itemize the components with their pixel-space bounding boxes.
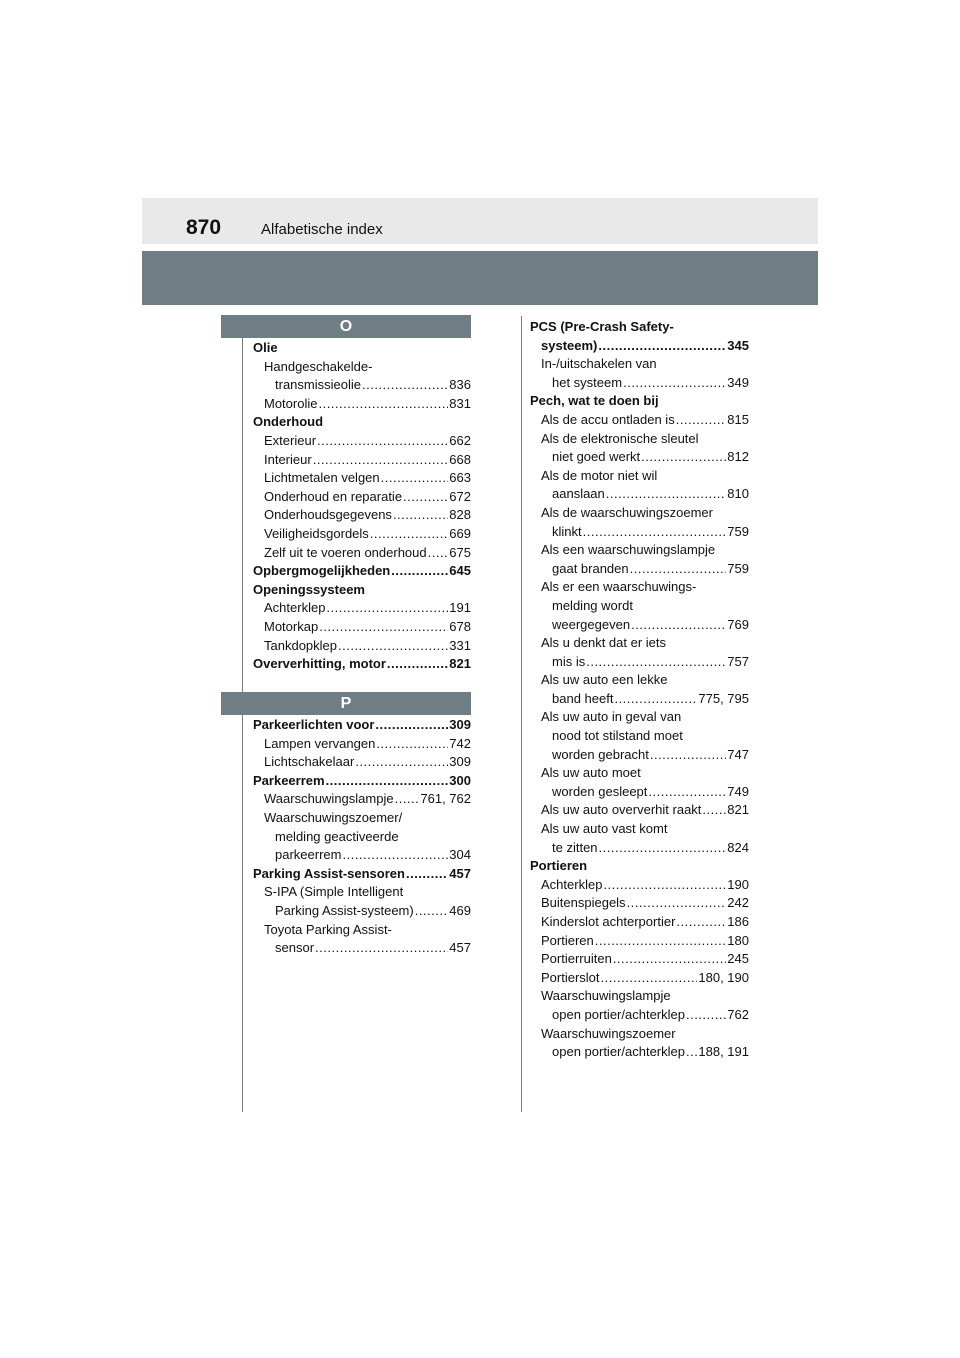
entry-text: niet goed werkt — [552, 449, 641, 465]
index-entry — [530, 708, 749, 727]
dot-leader — [406, 865, 448, 884]
dot-leader — [586, 653, 726, 672]
entry-text: PCS (Pre-Crash Safety- — [530, 319, 674, 334]
index-entry — [253, 772, 471, 791]
dot-leader — [599, 839, 727, 858]
entry-text: Handgeschakelde- — [264, 358, 373, 374]
dot-leader — [342, 846, 448, 865]
entry-page-ref[interactable]: 678 — [449, 618, 471, 634]
entry-text: Veiligheidsgordels — [264, 525, 369, 541]
entry-text: open portier/achterklep — [552, 1044, 685, 1060]
dot-leader — [702, 801, 726, 820]
dot-leader — [650, 746, 726, 765]
entry-text: Als de accu ontladen is — [541, 411, 675, 427]
entry-text: Achterklep — [541, 876, 603, 892]
entry-page-ref[interactable]: 469 — [449, 902, 471, 918]
index-entry — [530, 355, 749, 374]
left-column-rule — [242, 338, 243, 1112]
entry-text: Onderhoudsgegevens — [264, 507, 392, 523]
entry-text: worden gesleept — [552, 783, 648, 799]
index-entry — [253, 753, 471, 772]
index-entry — [530, 392, 749, 411]
entry-text: Kinderslot achterportier — [541, 914, 676, 929]
index-entry — [253, 358, 471, 377]
index-entry — [530, 839, 749, 858]
entry-page-ref[interactable]: 759 — [727, 523, 749, 539]
entry-text: Parking Assist-systeem) — [275, 902, 414, 918]
entry-text: Exterieur — [264, 432, 317, 448]
index-entry — [530, 913, 749, 932]
index-entry — [530, 820, 749, 839]
entry-text: In-/uitschakelen van — [541, 356, 657, 372]
index-entry — [253, 902, 471, 921]
entry-text: Lichtschakelaar — [264, 754, 355, 770]
index-entry — [530, 374, 749, 393]
entry-text: Parkeerlichten voor — [253, 717, 375, 732]
entry-text: weergegeven — [552, 616, 631, 632]
index-entry — [253, 395, 471, 414]
index-entry — [253, 525, 471, 544]
entry-page-ref[interactable]: 668 — [449, 451, 471, 467]
entry-text: open portier/achterklep — [552, 1006, 685, 1022]
dot-leader — [603, 876, 726, 895]
entry-text: Olie — [253, 340, 278, 355]
index-entry — [530, 485, 749, 504]
entry-page-ref[interactable]: 663 — [449, 470, 471, 486]
dot-leader — [428, 544, 449, 563]
dot-leader — [317, 432, 448, 451]
entry-page-ref[interactable]: 812 — [727, 449, 749, 465]
entry-page-ref[interactable]: 742 — [449, 735, 471, 751]
page-number: 870 — [186, 216, 222, 239]
index-entry — [530, 746, 749, 765]
index-entry — [530, 616, 749, 635]
entry-page-ref[interactable]: 180 — [727, 932, 749, 948]
index-entry — [530, 764, 749, 783]
entry-page-ref[interactable]: 188, 191 — [698, 1044, 749, 1060]
index-entry — [253, 809, 471, 828]
index-entry — [253, 432, 471, 451]
entry-text: Waarschuwingszoemer/ — [264, 809, 403, 825]
index-entry — [530, 1043, 749, 1062]
entry-text: te zitten — [552, 839, 598, 855]
index-entry — [253, 599, 471, 618]
index-entry — [253, 451, 471, 470]
dot-leader — [601, 969, 698, 988]
index-entry — [530, 894, 749, 913]
dot-leader — [370, 525, 449, 544]
index-entry — [253, 716, 471, 735]
entry-text: band heeft — [552, 690, 614, 706]
entry-page-ref[interactable]: 349 — [727, 374, 749, 390]
entry-text: Waarschuwingszoemer — [541, 1025, 676, 1041]
index-entry — [530, 950, 749, 969]
entry-text: transmissieolie — [275, 377, 361, 393]
index-entry — [530, 411, 749, 430]
entry-page-ref[interactable]: 457 — [449, 865, 471, 881]
index-entry — [253, 618, 471, 637]
entry-page-ref[interactable]: 831 — [449, 395, 471, 411]
entry-text: Als er een waarschuwings- — [541, 579, 697, 595]
entry-page-ref[interactable]: 828 — [449, 507, 471, 523]
entry-text: Zelf uit te voeren onderhoud — [264, 544, 427, 560]
index-section-p — [253, 716, 471, 958]
entry-text: Als uw auto een lekke — [541, 672, 668, 688]
index-entry — [530, 671, 749, 690]
header-bar — [142, 198, 818, 244]
index-entry — [253, 735, 471, 754]
index-entry — [253, 562, 471, 581]
entry-text: S-IPA (Simple Intelligent — [264, 884, 404, 900]
entry-text: melding geactiveerde — [275, 828, 399, 844]
entry-text: Portieren — [541, 932, 594, 948]
entry-page-ref[interactable]: 747 — [727, 746, 749, 762]
index-entry — [530, 634, 749, 653]
index-entry — [253, 544, 471, 563]
index-entry — [530, 578, 749, 597]
entry-page-ref[interactable]: 309 — [449, 717, 471, 732]
index-entry — [530, 541, 749, 560]
dot-leader — [387, 655, 448, 674]
dot-leader — [393, 506, 448, 525]
index-entry — [530, 448, 749, 467]
dot-leader — [391, 562, 448, 581]
entry-text: Oververhitting, motor — [253, 656, 386, 672]
index-entry — [253, 865, 471, 884]
dot-leader — [614, 690, 697, 709]
entry-text: Portierslot — [541, 969, 600, 985]
entry-text: Lichtmetalen velgen — [264, 470, 380, 486]
dot-leader — [381, 469, 449, 488]
dot-leader — [648, 783, 726, 802]
entry-page-ref[interactable]: 300 — [449, 772, 471, 788]
index-entry — [530, 727, 749, 746]
entry-text: het systeem — [552, 374, 623, 390]
dot-leader — [676, 913, 726, 932]
entry-page-ref[interactable]: 669 — [449, 525, 471, 541]
entry-text: sensor — [275, 940, 315, 956]
dot-leader — [338, 637, 448, 656]
index-entry — [253, 413, 471, 432]
entry-page-ref[interactable]: 662 — [449, 432, 471, 448]
dot-leader — [630, 560, 727, 579]
section-letter-o: O — [221, 315, 471, 338]
dot-leader — [313, 451, 449, 470]
entry-page-ref[interactable]: 304 — [449, 847, 471, 863]
index-entry — [530, 430, 749, 449]
index-entry — [530, 690, 749, 709]
index-entry — [253, 488, 471, 507]
entry-page-ref[interactable]: 309 — [449, 754, 471, 770]
index-entry — [530, 969, 749, 988]
index-entry — [253, 939, 471, 958]
index-entry — [253, 581, 471, 600]
entry-text: Als de motor niet wil — [541, 467, 658, 483]
entry-page-ref[interactable]: 191 — [449, 600, 471, 616]
dot-leader — [641, 448, 726, 467]
dot-leader — [326, 599, 448, 618]
entry-text: Als de elektronische sleutel — [541, 430, 699, 446]
index-entry — [530, 857, 749, 876]
index-entry — [530, 783, 749, 802]
entry-text: klinkt — [552, 523, 582, 539]
entry-page-ref[interactable]: 759 — [727, 560, 749, 576]
dot-leader — [395, 790, 420, 809]
entry-page-ref[interactable]: 769 — [727, 616, 749, 632]
entry-text: Als uw auto vast komt — [541, 821, 668, 837]
entry-text: Als u denkt dat er iets — [541, 635, 667, 651]
index-entry — [530, 467, 749, 486]
entry-text: worden gebracht — [552, 746, 649, 762]
index-entry — [253, 376, 471, 395]
index-entry — [530, 504, 749, 523]
entry-text: Portieren — [530, 858, 588, 874]
index-entry — [253, 921, 471, 940]
dot-leader — [686, 1006, 726, 1025]
index-entry — [530, 876, 749, 895]
page-title: Alfabetische index — [261, 221, 383, 238]
index-entry — [530, 653, 749, 672]
entry-text: Onderhoud en reparatie — [264, 488, 403, 504]
dot-leader — [613, 950, 726, 969]
entry-text: Als uw auto in geval van — [541, 709, 682, 725]
entry-text: aanslaan — [552, 486, 605, 502]
entry-text: Onderhoud — [253, 414, 324, 430]
dot-leader — [315, 939, 448, 958]
index-entry — [530, 1025, 749, 1044]
entry-page-ref[interactable]: 180, 190 — [698, 969, 749, 985]
index-right-column — [530, 318, 749, 1062]
entry-text: nood tot stilstand moet — [552, 728, 683, 744]
entry-text: Openingssysteem — [253, 581, 365, 597]
entry-text: Als de waarschuwingszoemer — [541, 504, 713, 520]
dot-leader — [623, 374, 726, 393]
index-entry — [530, 801, 749, 820]
index-entry — [253, 790, 471, 809]
dot-leader — [583, 523, 727, 542]
entry-page-ref[interactable]: 190 — [727, 876, 749, 892]
entry-page-ref[interactable]: 749 — [727, 783, 749, 799]
dot-leader — [631, 616, 726, 635]
entry-text: Opbergmogelijkheden — [253, 563, 391, 579]
index-entry — [530, 597, 749, 616]
entry-page-ref[interactable]: 762 — [727, 1006, 749, 1022]
dot-leader — [686, 1043, 697, 1062]
entry-text: Buitenspiegels — [541, 895, 626, 911]
entry-page-ref[interactable]: 824 — [727, 839, 749, 855]
entry-text: Waarschuwingslampje — [541, 988, 671, 1004]
dot-leader — [606, 485, 727, 504]
dot-leader — [415, 902, 449, 921]
entry-page-ref[interactable]: 672 — [449, 488, 471, 504]
entry-page-ref[interactable]: 186 — [727, 914, 749, 929]
index-entry — [530, 932, 749, 951]
entry-text: Parkeerrem — [253, 772, 325, 788]
dot-leader — [376, 735, 448, 754]
entry-text: Interieur — [264, 451, 312, 467]
entry-text: gaat branden — [552, 560, 629, 576]
index-entry — [530, 1006, 749, 1025]
dot-leader — [595, 932, 727, 951]
entry-page-ref[interactable]: 757 — [727, 653, 749, 669]
header-band — [142, 251, 818, 305]
index-entry — [530, 318, 749, 337]
dot-leader — [403, 488, 448, 507]
dot-leader — [627, 894, 727, 913]
entry-page-ref[interactable]: 815 — [727, 411, 749, 427]
entry-text: Toyota Parking Assist- — [264, 921, 392, 937]
entry-text: systeem) — [541, 337, 598, 353]
entry-text: Motorolie — [264, 395, 318, 411]
entry-page-ref[interactable]: 821 — [727, 802, 749, 818]
section-letter-p: P — [221, 692, 471, 715]
index-entry — [253, 637, 471, 656]
entry-page-ref[interactable]: 821 — [449, 656, 471, 672]
dot-leader — [319, 618, 448, 637]
dot-leader — [362, 376, 448, 395]
entry-text: mis is — [552, 653, 586, 669]
dot-leader — [355, 753, 448, 772]
entry-text: Parking Assist-sensoren — [253, 865, 405, 881]
entry-page-ref[interactable]: 345 — [727, 337, 749, 353]
dot-leader — [676, 411, 727, 430]
index-entry — [253, 339, 471, 358]
entry-text: Als uw auto moet — [541, 765, 641, 781]
entry-text: Tankdopklep — [264, 637, 337, 653]
entry-page-ref[interactable]: 810 — [727, 486, 749, 502]
index-section-o — [253, 339, 471, 674]
entry-page-ref[interactable]: 242 — [727, 895, 749, 911]
entry-text: Lampen vervangen — [264, 735, 376, 751]
entry-text: Portierruiten — [541, 951, 612, 967]
entry-text: Motorkap — [264, 618, 319, 634]
entry-page-ref[interactable]: 645 — [449, 563, 471, 579]
entry-page-ref[interactable]: 836 — [449, 377, 471, 393]
entry-text: Als een waarschuwingslampje — [541, 542, 716, 558]
entry-page-ref[interactable]: 245 — [727, 951, 749, 967]
entry-text: Pech, wat te doen bij — [530, 393, 659, 409]
entry-page-ref[interactable]: 331 — [449, 637, 471, 653]
entry-page-ref[interactable]: 457 — [449, 940, 471, 956]
index-entry — [530, 523, 749, 542]
index-entry — [253, 655, 471, 674]
index-entry — [530, 560, 749, 579]
dot-leader — [598, 337, 726, 356]
index-entry — [530, 987, 749, 1006]
dot-leader — [318, 395, 448, 414]
index-entry — [253, 506, 471, 525]
index-entry — [253, 469, 471, 488]
index-entry — [253, 846, 471, 865]
entry-page-ref[interactable]: 761, 762 — [420, 791, 471, 807]
dot-leader — [326, 772, 449, 791]
entry-text: parkeerrem — [275, 847, 342, 863]
right-column-rule — [521, 316, 522, 1112]
entry-text: Achterklep — [264, 600, 326, 616]
entry-text: Waarschuwingslampje — [264, 791, 394, 807]
entry-page-ref[interactable]: 675 — [449, 544, 471, 560]
dot-leader — [375, 716, 448, 735]
entry-text: melding wordt — [552, 597, 633, 613]
entry-text: Als uw auto oververhit raakt — [541, 802, 702, 818]
entry-page-ref[interactable]: 775, 795 — [698, 690, 749, 706]
index-entry — [253, 883, 471, 902]
index-entry — [253, 828, 471, 847]
index-entry — [530, 337, 749, 356]
